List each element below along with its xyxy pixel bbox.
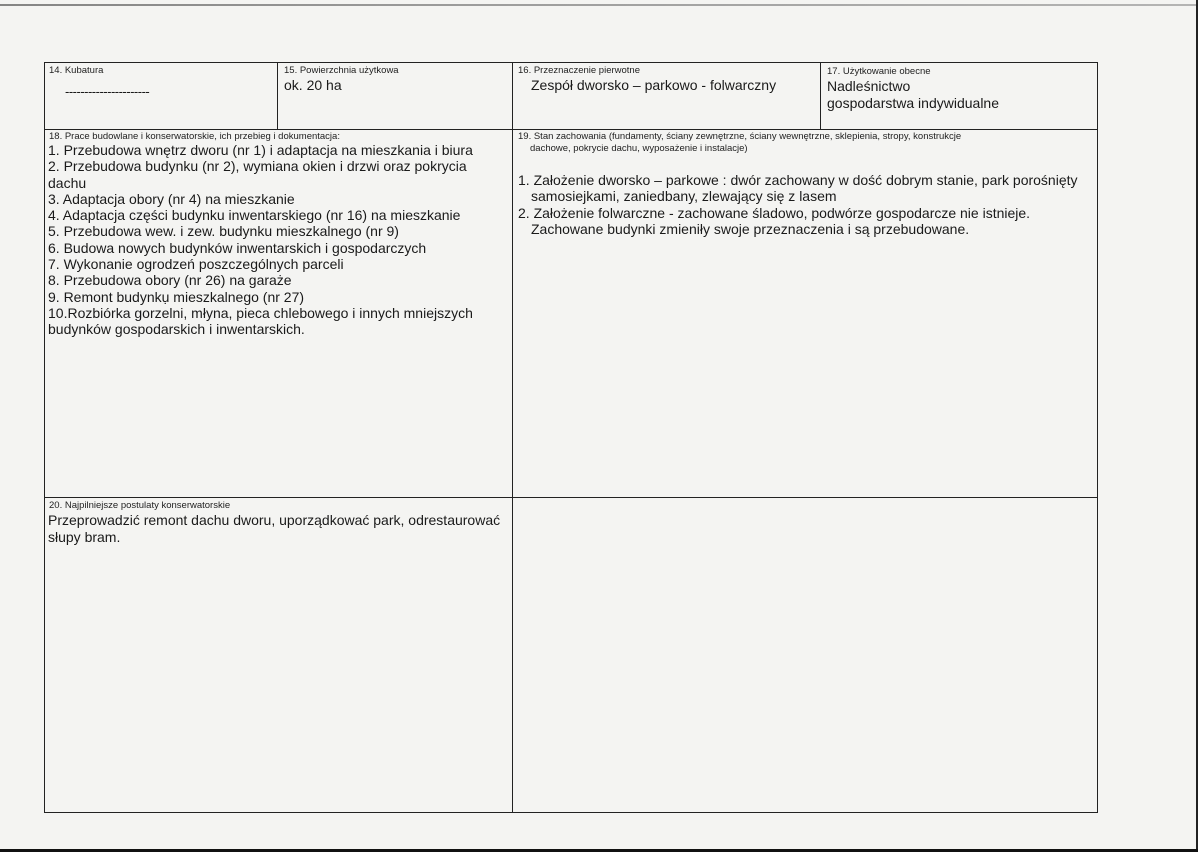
list-item: 10.Rozbiórka gorzelni, młyna, pieca chlebowego i innych mniejszych: [48, 304, 473, 321]
postulaty-cell: [44, 497, 512, 813]
przeznaczenie-value: Zespół dworsko – parkowo - folwarczny: [531, 77, 777, 93]
postulaty-label: 20. Najpilniejsze postulaty konserwatorskie: [49, 500, 231, 511]
stan-label-line2: dachowe, pokrycie dachu, wyposażenie i instalacje): [530, 143, 748, 154]
list-item: 4. Adaptacja części budynku inwentarskiego (nr 16) na mieszkanie: [48, 207, 461, 224]
stan-line-2: samosiejkami, zaniedbany, zlewający się z lasem: [531, 188, 837, 204]
stan-cell: [512, 129, 1097, 497]
kubatura-cell: [44, 62, 277, 129]
list-item: 9. Remont budynkụ mieszkalnego (nr 27): [48, 288, 305, 305]
stan-line-3: 2. Założenie folwarczne - zachowane śladowo, podwórze gospodarcze nie istnieje.: [518, 205, 1031, 221]
list-item: budynków gospodarskich i inwentarskich.: [48, 321, 305, 338]
list-item: 7. Wykonanie ogrodzeń poszczególnych parceli: [48, 256, 344, 273]
prace-label: 18. Prace budowlane i konserwatorskie, ich przebieg i dokumentacja:: [49, 131, 340, 142]
table-bottom-border: [44, 812, 1098, 813]
list-item: 3. Adaptacja obory (nr 4) na mieszkanie: [48, 190, 295, 207]
prace-list: [48, 142, 473, 338]
kubatura-value: ----------------------: [65, 84, 150, 99]
table-right-border: [1097, 62, 1098, 813]
list-item: 5. Przebudowa wew. i zew. budynku mieszkalnego (nr 9): [48, 223, 399, 240]
list-item: dachu: [48, 174, 87, 191]
list-item: 2. Przebudowa budynku (nr 2), wymiana okien i drzwi oraz pokrycia: [48, 158, 467, 175]
przeznaczenie-cell: [512, 62, 820, 129]
uzytkowanie-value-line2: gospodarstwa indywidualne: [827, 95, 999, 111]
kubatura-label: 14. Kubatura: [49, 65, 104, 76]
postulaty-line-1: Przeprowadzić remont dachu dworu, uporządkować park, odrestaurować: [48, 512, 501, 528]
powierzchnia-cell: [277, 62, 512, 129]
uzytkowanie-cell: [820, 62, 1097, 129]
uzytkowanie-value-line1: Nadleśnictwo: [827, 78, 911, 94]
powierzchnia-label: 15. Powierzchnia użytkowa: [284, 65, 399, 76]
stan-line-4: Zachowane budynki zmieniły swoje przeznaczenia i są przebudowane.: [531, 221, 970, 237]
uzytkowanie-label: 17. Użytkowanie obecne: [827, 66, 931, 77]
prace-cell: [44, 129, 512, 497]
stan-label-line1: 19. Stan zachowania (fundamenty, ściany zewnętrzne, ściany wewnętrzne, sklepienia, stropy, konstrukcje: [518, 131, 962, 142]
przeznaczenie-label: 16. Przeznaczenie pierwotne: [518, 65, 640, 76]
list-item: 8. Przebudowa obory (nr 26) na garaże: [48, 272, 292, 289]
empty-cell: [512, 497, 1097, 813]
scan-top-line: [0, 4, 1198, 6]
list-item: 6. Budowa nowych budynków inwentarskich i gospodarczych: [48, 239, 427, 256]
stan-line-1: 1. Założenie dworsko – parkowe : dwór zachowany w dość dobrym stanie, park porośnięty: [518, 172, 1078, 188]
powierzchnia-value: ok. 20 ha: [284, 77, 342, 93]
list-item: 1. Przebudowa wnętrz dworu (nr 1) i adaptacja na mieszkania i biura: [48, 142, 473, 158]
postulaty-line-2: słupy bram.: [48, 529, 121, 545]
